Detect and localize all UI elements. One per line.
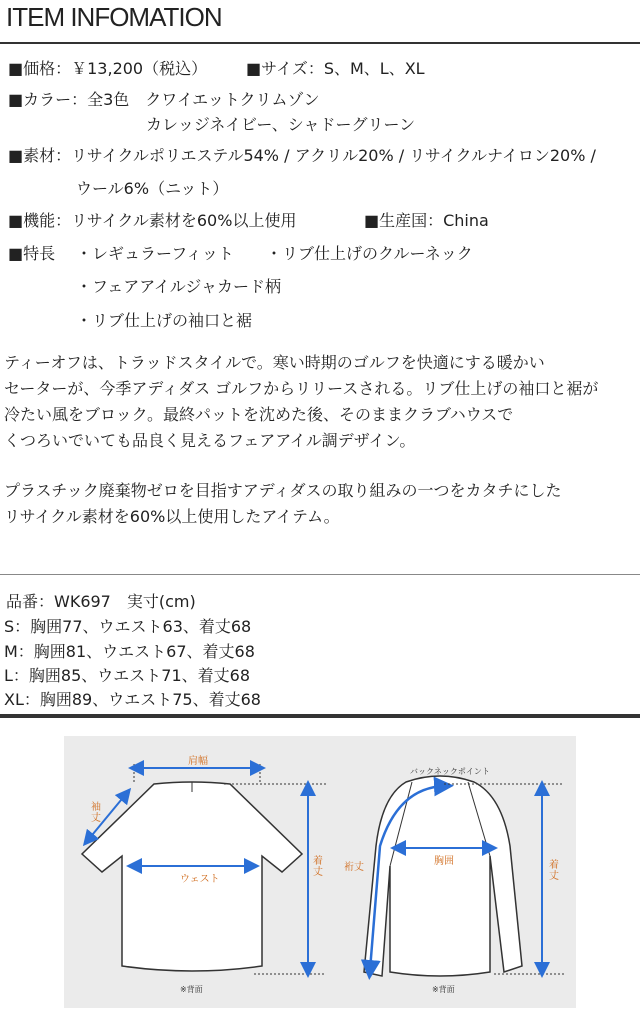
size-row-m: M：胸囲81、ウエスト67、着丈68 — [4, 642, 255, 661]
top-divider — [0, 42, 640, 44]
measurement-diagram — [64, 736, 576, 1008]
sleeve-label: 袖丈 — [91, 802, 101, 824]
description-line: セーターが、今季アディダス ゴルフからリリースされる。リブ仕上げの袖口と裾が — [4, 379, 599, 398]
back-note: ※背面 — [180, 985, 203, 994]
description-line: リサイクル素材を60%以上使用したアイテム。 — [4, 507, 340, 526]
color-text: ■カラー：全3色 クワイエットクリムゾン — [8, 90, 320, 109]
function-text: ■機能：リサイクル素材を60%以上使用 — [8, 211, 297, 230]
size-text: ■サイズ：S、M、L、XL — [246, 59, 425, 78]
bottom-divider — [0, 714, 640, 718]
description-line: くつろいでいても品良く見えるフェアアイル調デザイン。 — [4, 431, 416, 450]
length-label: 着丈 — [313, 856, 323, 878]
description-line: ティーオフは、トラッドスタイルで。寒い時期のゴルフを快適にする暖かい — [4, 353, 545, 372]
feature-item: ・レギュラーフィット — [76, 244, 234, 263]
section-divider — [0, 574, 640, 575]
size-row-l: L：胸囲85、ウエスト71、着丈68 — [4, 666, 250, 685]
sweater-outline — [364, 776, 522, 976]
back-note-2: ※背面 — [432, 985, 455, 994]
waist-label: ウェスト — [180, 874, 220, 885]
shoulder-label: 肩幅 — [188, 756, 208, 767]
size-row-xl: XL：胸囲89、ウエスト75、着丈68 — [4, 690, 261, 709]
feature-item: ・リブ仕上げのクルーネック — [266, 244, 473, 263]
material-text-2: ウール6%（ニット） — [76, 179, 229, 198]
size-header: 品番：WK697 実寸(cm) — [6, 592, 196, 611]
page-title: ITEM INFOMATION — [6, 2, 222, 32]
description-line: プラスチック廃棄物ゼロを目指すアディダスの取り組みの一つをカタチにした — [4, 481, 562, 500]
color-text-2: カレッジネイビー、シャドーグリーン — [146, 115, 416, 134]
feature-item: ・リブ仕上げの袖口と裾 — [76, 311, 253, 330]
sleeve-length-label: 裄丈 — [344, 862, 364, 873]
material-text: ■素材：リサイクルポリエステル54% / アクリル20% / リサイクルナイロン20% / — [8, 146, 596, 165]
origin-text: ■生産国：China — [364, 211, 489, 230]
feature-item: ・フェアアイルジャカード柄 — [76, 277, 282, 296]
price-text: ■価格：￥13,200（税込） — [8, 59, 208, 78]
chest-label: 胸囲 — [434, 856, 454, 867]
length-label-2: 着丈 — [549, 860, 559, 882]
backneck-label: バックネックポイント — [410, 767, 490, 776]
size-row-s: S：胸囲77、ウエスト63、着丈68 — [4, 617, 252, 636]
feature-label: ■特長 — [8, 244, 56, 263]
description-line: 冷たい風をブロック。最終パットを沈めた後、そのままクラブハウスで — [4, 405, 514, 424]
